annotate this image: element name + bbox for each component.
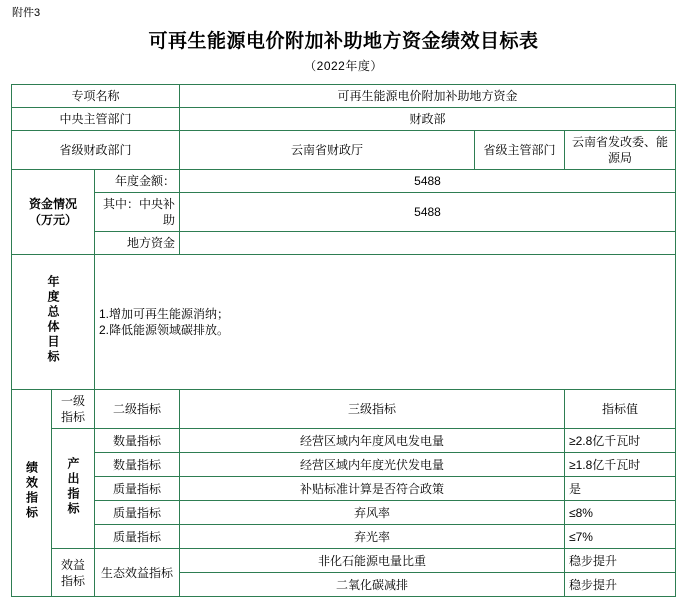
funds-label-line2: （万元）: [28, 213, 77, 227]
table-row-funds-1: [11, 170, 675, 193]
central-dept-label: 中央主管部门: [11, 108, 179, 131]
table-row-indicator-header: [11, 390, 675, 429]
funds-item-value: 5488: [180, 170, 676, 193]
funds-label: [11, 170, 94, 255]
table-row-indicator: [11, 453, 675, 477]
funds-item-value: 5488: [180, 193, 676, 232]
project-name-value: 可再生能源电价附加补助地方资金: [180, 85, 676, 108]
indicator-value: 稳步提升: [565, 549, 676, 573]
performance-goal-table: [11, 84, 676, 597]
project-name-label: 专项名称: [11, 85, 179, 108]
annual-goal-line-1: 1.增加可再生能源消纳；: [98, 307, 229, 321]
table-row-indicator: [11, 501, 675, 525]
indicator-level3: 经营区域内年度光伏发电量: [180, 453, 565, 477]
indicator-header-level2: 二级指标: [94, 390, 179, 429]
indicator-level3: 弃光率: [180, 525, 565, 549]
table-row-central-dept: [11, 108, 675, 131]
indicator-level2: 质量指标: [94, 525, 179, 549]
page-title: 可再生能源电价附加补助地方资金绩效目标表: [148, 31, 539, 52]
province-dept-label: 省级主管部门: [475, 131, 565, 170]
indicator-value: 是: [565, 477, 676, 501]
annual-goal-label: 年度总体目标: [11, 255, 94, 390]
province-dept-value: 云南省发改委、能源局: [565, 131, 676, 170]
funds-item-name: 年度金额：: [94, 170, 179, 193]
funds-item-value: [180, 232, 676, 255]
indicator-level2: 数量指标: [94, 453, 179, 477]
page-subtitle: （2022年度）: [304, 59, 383, 73]
indicator-level3: 非化石能源电量比重: [180, 549, 565, 573]
indicator-level2: 生态效益指标: [94, 549, 179, 597]
indicator-header-value: 指标值: [565, 390, 676, 429]
indicator-level2: 质量指标: [94, 501, 179, 525]
indicator-value: ≤8%: [565, 501, 676, 525]
table-row-funds-2: [11, 193, 675, 232]
table-row-funds-3: [11, 232, 675, 255]
table-row-annual-goal: [11, 255, 675, 390]
province-finance-value: 云南省财政厅: [180, 131, 475, 170]
indicator-header-level1: 一级指标: [51, 390, 94, 429]
table-row-indicator: [11, 525, 675, 549]
central-dept-value: 财政部: [180, 108, 676, 131]
table-row-indicator: [11, 477, 675, 501]
funds-item-name: 地方资金: [94, 232, 179, 255]
indicator-level3: 二氧化碳减排: [180, 573, 565, 597]
table-row-indicator: [11, 429, 675, 453]
indicator-level3: 经营区域内年度风电发电量: [180, 429, 565, 453]
annual-goal-text: [94, 255, 675, 390]
funds-label-line1: 资金情况: [28, 197, 77, 211]
indicator-level1-output: 产出指标: [51, 429, 94, 549]
indicator-value: ≤7%: [565, 525, 676, 549]
table-row-province-dept: [11, 131, 675, 170]
indicator-value: ≥1.8亿千瓦时: [565, 453, 676, 477]
indicator-level2: 质量指标: [94, 477, 179, 501]
province-finance-label: 省级财政部门: [11, 131, 179, 170]
indicator-level1-benefit: 效益指标: [51, 549, 94, 597]
attachment-number: 附件3: [12, 7, 41, 19]
table-row-project-name: [11, 85, 675, 108]
table-row-indicator: [11, 549, 675, 573]
performance-label: 绩效指标: [11, 390, 51, 597]
indicator-level2: 数量指标: [94, 429, 179, 453]
indicator-value: 稳步提升: [565, 573, 676, 597]
funds-item-name: 其中：中央补助: [94, 193, 179, 232]
indicator-level3: 弃风率: [180, 501, 565, 525]
indicator-value: ≥2.8亿千瓦时: [565, 429, 676, 453]
indicator-header-level3: 三级指标: [180, 390, 565, 429]
indicator-level3: 补贴标准计算是否符合政策: [180, 477, 565, 501]
annual-goal-line-2: 2.降低能源领域碳排放。: [98, 323, 229, 337]
